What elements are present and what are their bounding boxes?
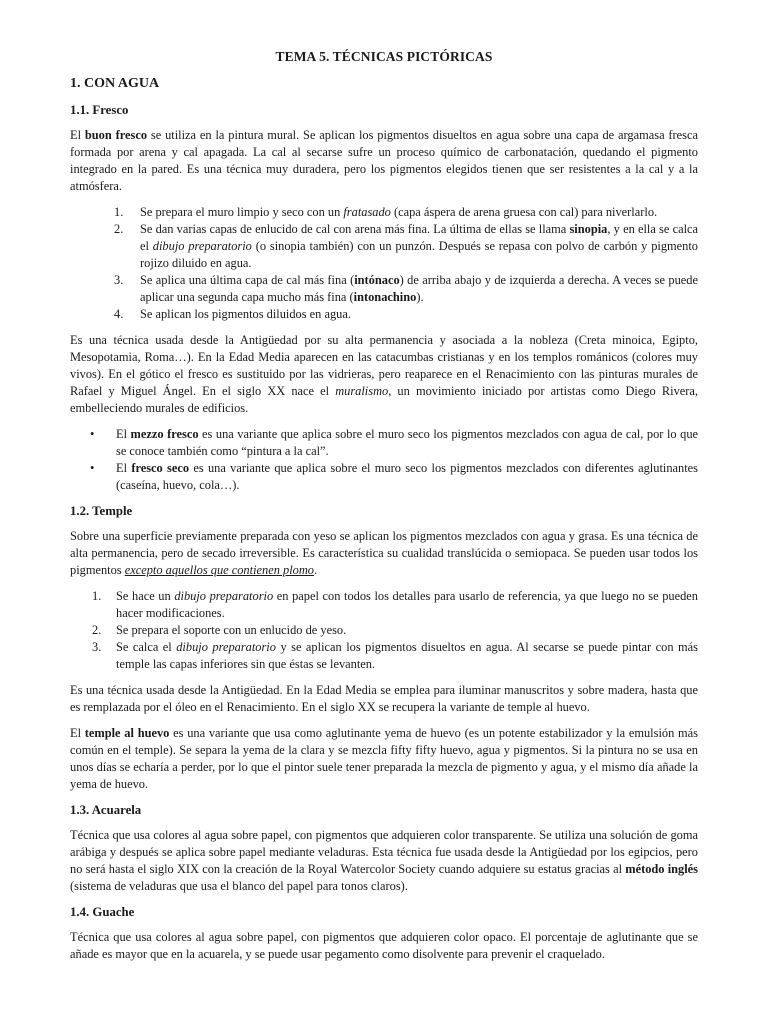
list-item: • El mezzo fresco es una variante que aplica sobre el muro seco los pigmentos mezclados con agua de cal, por lo que se conoce también como “pintura a la cal”. [90, 427, 699, 458]
acuarela-paragraph: Técnica que usa colores al agua sobre papel, con pigmentos que adquieren color transparente. Se utiliza una solución de goma arábiga y después se aplica sobre papel mediante veladuras. Esta técnica fue usada desde la Antigüedad por los egipcios, pero no será hasta el siglo XIX con la creación de la Royal Watercolor Society cuando adquiere su estatus gracias al método inglés (sistema de veladuras que usa el blanco del papel para tonos claros). [70, 828, 698, 893]
fresco-history-paragraph: Es una técnica usada desde la Antigüedad por su alta permanencia y asociada a la nobleza (Creta minoica, Egipto, Mesopotamia, Roma…). En la Edad Media aparecen en las catacumbas cristianas y en los templos románicos (colores muy vivos). En el gótico el fresco es sustituido por las vidrieras, pero reaparece en el Renacimiento con las pinturas murales de Rafael y Miguel Ángel. En el siglo XX nace el muralismo, un movimiento iniciado por artistas como Diego Rivera, embelleciendo murales de edificios. [70, 333, 698, 415]
list-item: 1. Se prepara el muro limpio y seco con un fratasado (capa áspera de arena gruesa con cal) para niverlarlo. [114, 205, 658, 219]
list-item: • El fresco seco es una variante que aplica sobre el muro seco los pigmentos mezclados con diferentes aglutinantes (caseína, huevo, cola…). [90, 461, 698, 492]
section-heading-con-agua: 1. CON AGUA [70, 76, 160, 91]
temple-intro-paragraph: Sobre una superficie previamente preparada con yeso se aplican los pigmentos mezclados con agua y grasa. Es una técnica de alta permanencia, pero de secado irreversible. Es característica su cualidad translúcida o semiopaca. Se pueden usar todos los pigmentos excepto aquellos que contienen plomo. [70, 529, 698, 577]
subsection-heading-guache: 1.4. Guache [70, 905, 135, 919]
subsection-heading-acuarela: 1.3. Acuarela [70, 803, 142, 817]
fresco-intro-paragraph: El buon fresco se utiliza en la pintura mural. Se aplican los pigmentos disueltos en agua sobre una capa de argamasa fresca formada por arena y cal apagada. La cal al secarse sufre un proceso químico de carbonatación, quedando el pigmento integrado en la pared. Es una técnica muy duradera, pero los pigmentos elegidos tienen que ser resistentes a la cal y a la atmósfera. [70, 128, 699, 193]
bullet-icon: • [90, 461, 95, 475]
temple-history-paragraph: Es una técnica usada desde la Antigüedad. En la Edad Media se emplea para iluminar manuscritos y sobre madera, hasta que es remplazada por el óleo en el Renacimiento. En el siglo XX se recupera la variante de temple al huevo. [70, 683, 698, 714]
document-title: TEMA 5. TÉCNICAS PICTÓRICAS [275, 49, 493, 64]
list-item: 2. Se dan varias capas de enlucido de cal con arena más fina. La última de ellas se llama sinopia, y en ella se calca el dibujo preparatorio (o sinopia también) con un punzón. Después se repasa con polvo de carbón y pigmento rojizo diluido en agua. [114, 222, 699, 270]
guache-paragraph: Técnica que usa colores al agua sobre papel, con pigmentos que adquieren color opaco. El porcentaje de aglutinante que se añade es mayor que en la acuarela, y se puede usar pegamento como disolvente para prevenir el craquelado. [70, 930, 698, 961]
bullet-icon: • [90, 427, 95, 441]
list-item: 3. Se aplica una última capa de cal más fina (intónaco) de arriba abajo y de izquierda a derecha. A veces se puede aplicar una segunda capa mucho más fina (intonachino). [114, 273, 698, 304]
list-item: 4. Se aplican los pigmentos diluidos en agua. [114, 307, 351, 321]
subsection-heading-temple: 1.2. Temple [70, 504, 133, 518]
list-item: 3. Se calca el dibujo preparatorio y se aplican los pigmentos disueltos en agua. Al secarse se puede pintar con más temple las capas inferiores sin que éstas se levanten. [92, 640, 698, 671]
list-item: 1. Se hace un dibujo preparatorio en papel con todos los detalles para usarlo de referencia, ya que luego no se pueden hacer modificaciones. [92, 589, 698, 620]
temple-huevo-paragraph: El temple al huevo es una variante que usa como aglutinante yema de huevo (es un potente estabilizador y la emulsión más común en el temple). Se separa la yema de la clara y se mezcla fifty fifty huevo, agua y pigmentos. Si la pintura no se usa en unos días se echaría a perder, por lo que el pintor suele tener preparada la mezcla de pigmento y agua, y el mismo día añade la yema de huevo. [70, 726, 698, 791]
subsection-heading-fresco: 1.1. Fresco [70, 103, 129, 117]
temple-steps-list [70, 588, 698, 673]
list-item: 2. Se prepara el soporte con un enlucido de yeso. [92, 623, 347, 637]
fresco-variants-list [70, 426, 698, 494]
term-buon-fresco: buon fresco [84, 128, 148, 142]
fresco-steps-list [70, 204, 698, 323]
